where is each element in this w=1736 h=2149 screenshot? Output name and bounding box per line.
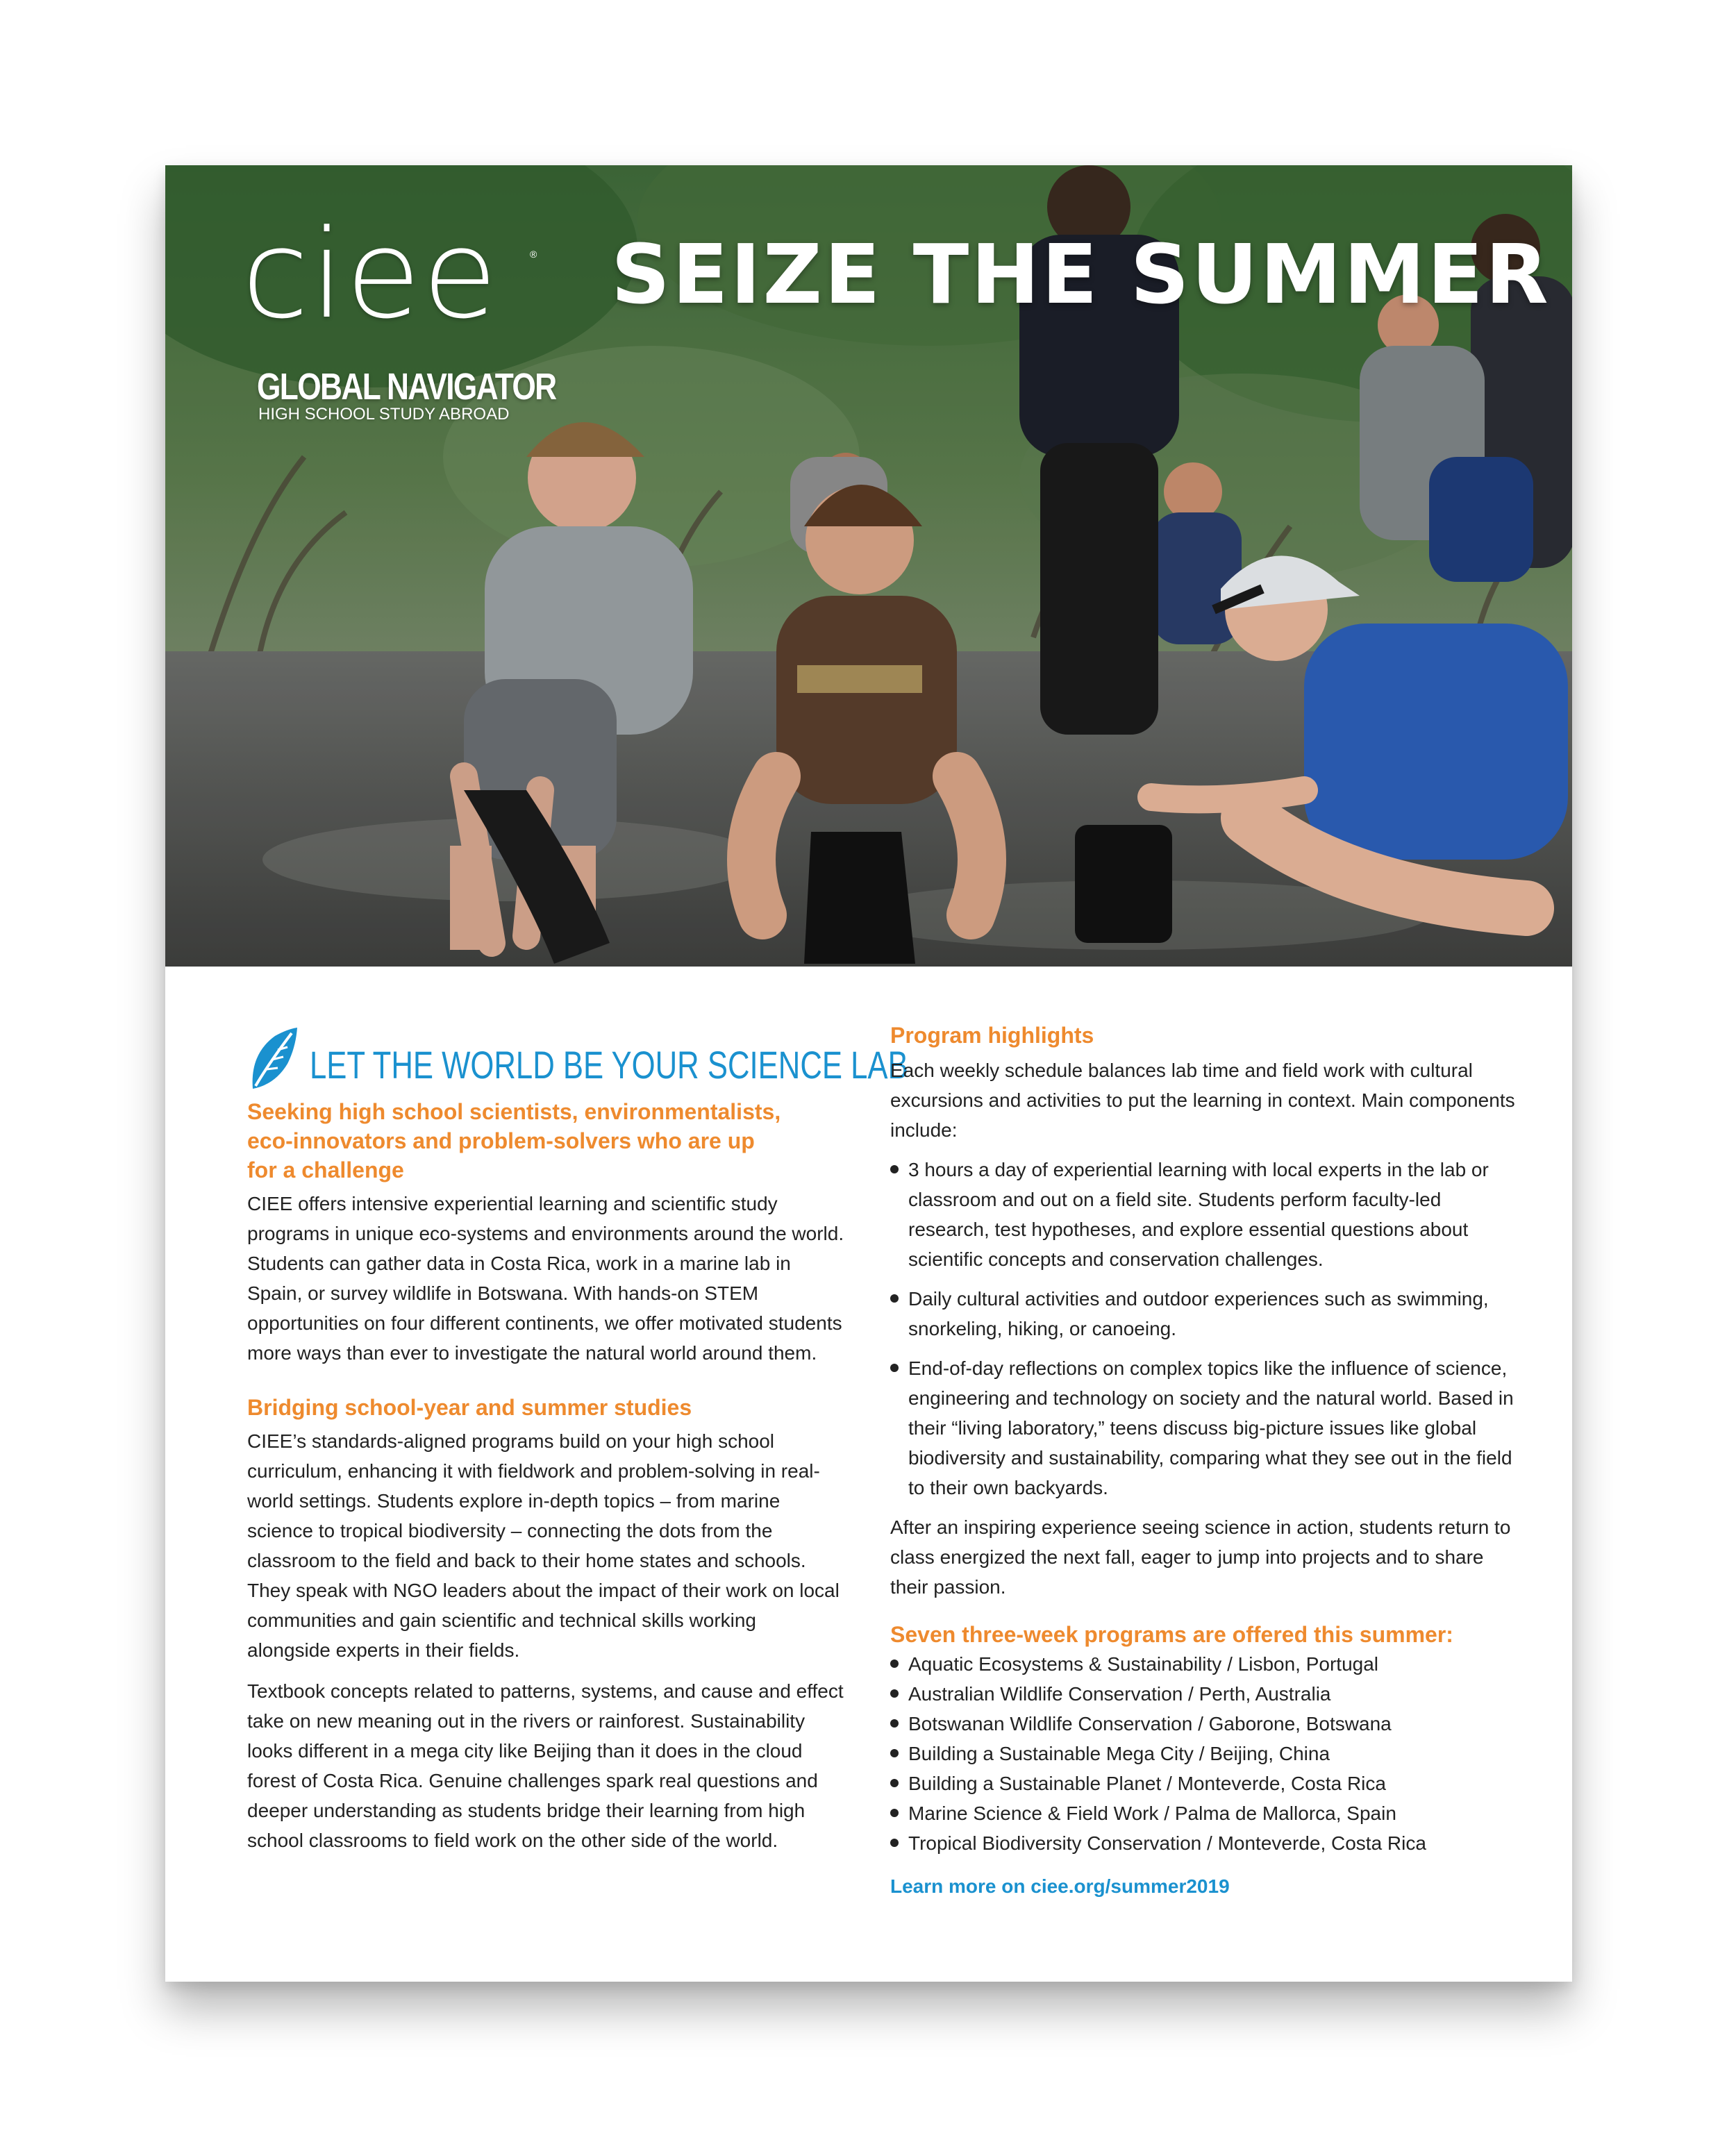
left-text-flow [247,1097,844,1855]
section-header [247,1026,908,1089]
logo-global-navigator: GLOBAL NAVIGATOR [257,366,556,408]
list-item: Daily cultural activities and outdoor experiences such as swimming, snorkeling, hiking, or canoeing. [890,1284,1515,1344]
learn-more-link[interactable]: Learn more on ciee.org/summer2019 [890,1875,1230,1897]
program-item: Building a Sustainable Mega City / Beijing, China [890,1739,1515,1768]
intro-heading: Seeking high school scientists, environmentalists, eco-innovators and problem-solvers who are up for a challenge [247,1099,781,1182]
leaf-icon [247,1026,300,1093]
bridge-paragraph-2: Textbook concepts related to patterns, systems, and cause and effect take on new meaning out in the rivers or rainforest. Sustainability looks different in a mega city like Beijing than it does in the cloud forest of Costa Rica. Genuine challenges spark real questions and deeper understanding as students bridge their learning from high school classrooms to field work on the other side of the world. [247,1680,844,1851]
program-item: Aquatic Ecosystems & Sustainability / Lisbon, Portugal [890,1649,1515,1679]
list-item: End-of-day reflections on complex topics like the influence of science, engineering and technology on society and the natural world. Based in their “living laboratory,” teens discuss big-picture issues like global biodiversity and sustainability, comparing what they see out in the field to their own backyards. [890,1353,1515,1503]
program-item: Marine Science & Field Work / Palma de Mallorca, Spain [890,1798,1515,1828]
intro-paragraph: CIEE offers intensive experiential learning and scientific study programs in unique eco-systems and environments around the world. Students can gather data in Costa Rica, work in a marine lab in Spain, or survey wildlife in Botswana. With hands-on STEM opportunities on four different continents, we offer motivated students more ways than ever to investigate the natural world around them. [247,1193,844,1364]
right-text-flow [890,1021,1515,1901]
hero-photo [165,165,1572,967]
program-item: Botswanan Wildlife Conservation / Gaborone, Botswana [890,1709,1515,1739]
program-item: Building a Sustainable Planet / Monteverde, Costa Rica [890,1768,1515,1798]
outro-paragraph: After an inspiring experience seeing science in action, students return to class energized the next fall, eager to jump into projects and to share their passion. [890,1516,1511,1598]
programs-list [890,1649,1515,1858]
highlights-intro: Each weekly schedule balances lab time and field work with cultural excursions and activities to put the learning in context. Main components include: [890,1060,1515,1141]
programs-heading: Seven three-week programs are offered this summer: [890,1622,1453,1647]
bridge-paragraph-1: CIEE’s standards-aligned programs build on your high school curriculum, enhancing it with fieldwork and problem-solving in real-world settings. Students explore in-depth topics – from marine science to tropical biodiversity – connecting the dots from the classroom to the field and back to their home states and schools. They speak with NGO leaders about the impact of their work on local communities and gain scientific and technical skills working alongside experts in their fields. [247,1430,840,1661]
highlights-heading: Program highlights [890,1023,1094,1048]
hero-title: SEIZE THE SUMMER [611,226,1551,322]
section-title: LET THE WORLD BE YOUR SCIENCE LAB [310,1043,908,1087]
ciee-logo-wordmark: ciee [242,203,499,346]
logo-tagline: HIGH SCHOOL STUDY ABROAD [258,405,510,424]
bridge-heading: Bridging school-year and summer studies [247,1395,692,1420]
program-item: Tropical Biodiversity Conservation / Monteverde, Costa Rica [890,1828,1515,1858]
flyer-page [165,165,1572,1982]
program-item: Australian Wildlife Conservation / Perth, Australia [890,1679,1515,1709]
highlights-list [890,1155,1515,1503]
registered-mark: ® [530,249,537,260]
list-item: 3 hours a day of experiential learning with local experts in the lab or classroom and out on a field site. Students perform faculty-led research, test hypotheses, and explore essential questions about scientific concepts and conservation challenges. [890,1155,1515,1274]
